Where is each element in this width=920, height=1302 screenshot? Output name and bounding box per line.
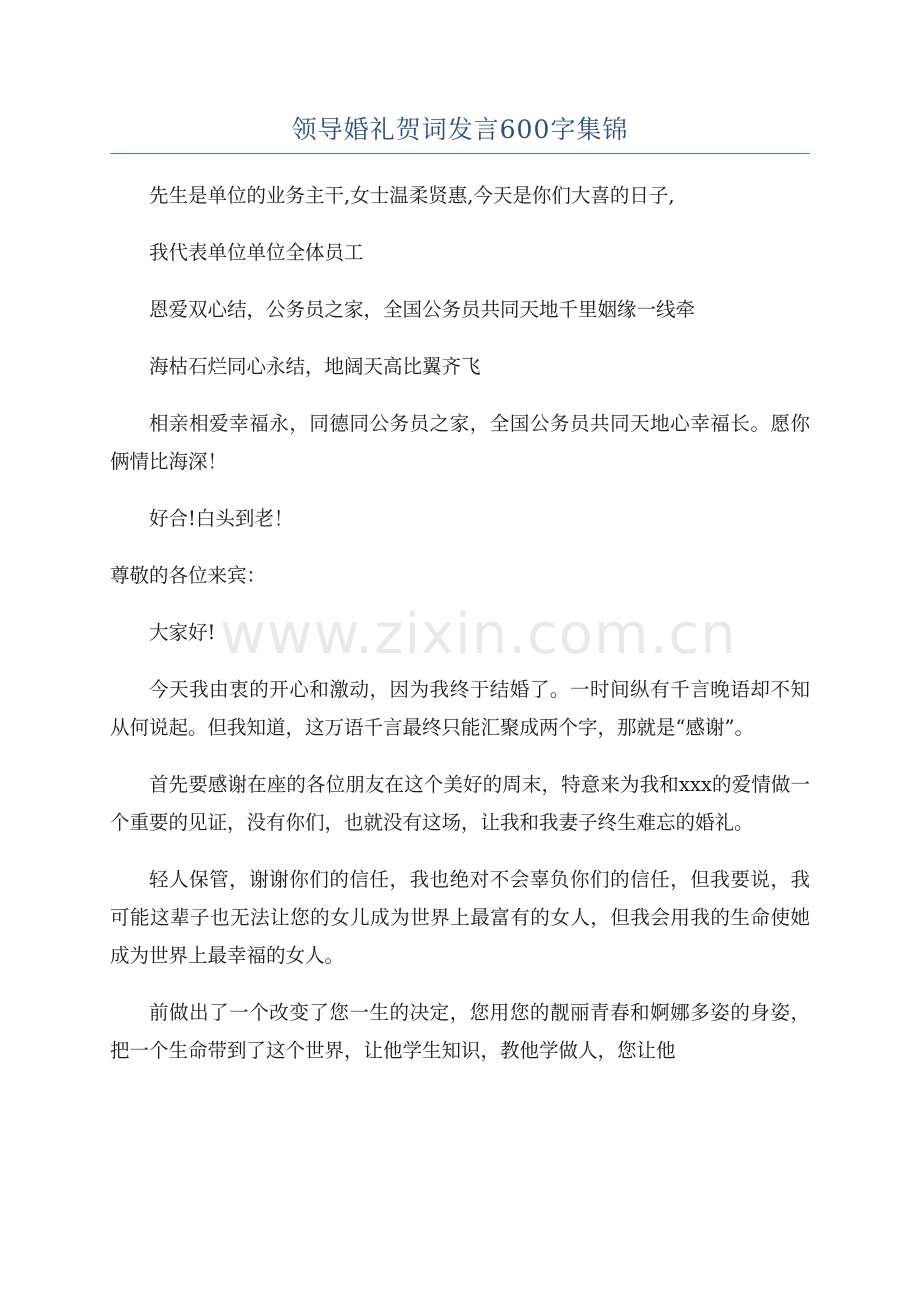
paragraph-10: 首先要感谢在座的各位朋友在这个美好的周末，特意来为我和xxx的爱情做一个重要的见证，没有你们，也就没有这场，让我和我妻子终生难忘的婚礼。 (110, 773, 810, 834)
paragraph-9: 今天我由衷的开心和激动，因为我终于结婚了。一时间纵有千言晚语却不知从何说起。但我知道，这万语千言最终只能汇聚成两个字，那就是“感谢”。 (110, 678, 810, 739)
document-title: 领导婚礼贺词发言600字集锦 (291, 115, 629, 144)
salutation: 尊敬的各位来宾： (110, 564, 267, 587)
paragraph-4: 海枯石烂同心永结，地阔天高比翼齐飞 (149, 355, 481, 378)
paragraph-12: 前做出了一个改变了您一生的决定，您用您的靓丽青春和婀娜多姿的身姿，把一个生命带到了这个世界，让他学生知识，教他学做人，您让他 (110, 1001, 810, 1062)
paragraph-6: 好合!白头到老！ (149, 507, 294, 530)
paragraph-3: 恩爱双心结，公务员之家，全国公务员共同天地千里姻缘一线牵 (149, 298, 696, 321)
paragraph-11: 轻人保管，谢谢你们的信任，我也绝对不会辜负你们的信任，但我要说，我可能这辈子也无法让您的女儿成为世界上最富有的女人，但我会用我的生命使她成为世界上最幸福的女人。 (110, 868, 810, 967)
paragraph-5: 相亲相爱幸福永，同德同公务员之家，全国公务员共同天地心幸福长。愿你俩情比海深！ (110, 412, 810, 473)
title-underline (110, 153, 810, 154)
paragraph-1: 先生是单位的业务主干,女士温柔贤惠,今天是你们大喜的日子, (149, 184, 675, 207)
document-body (110, 177, 810, 1089)
greeting: 大家好! (149, 621, 216, 644)
watermark-text: www.zixin.com.cn (220, 602, 737, 667)
paragraph-2: 我代表单位单位全体员工 (149, 241, 364, 264)
